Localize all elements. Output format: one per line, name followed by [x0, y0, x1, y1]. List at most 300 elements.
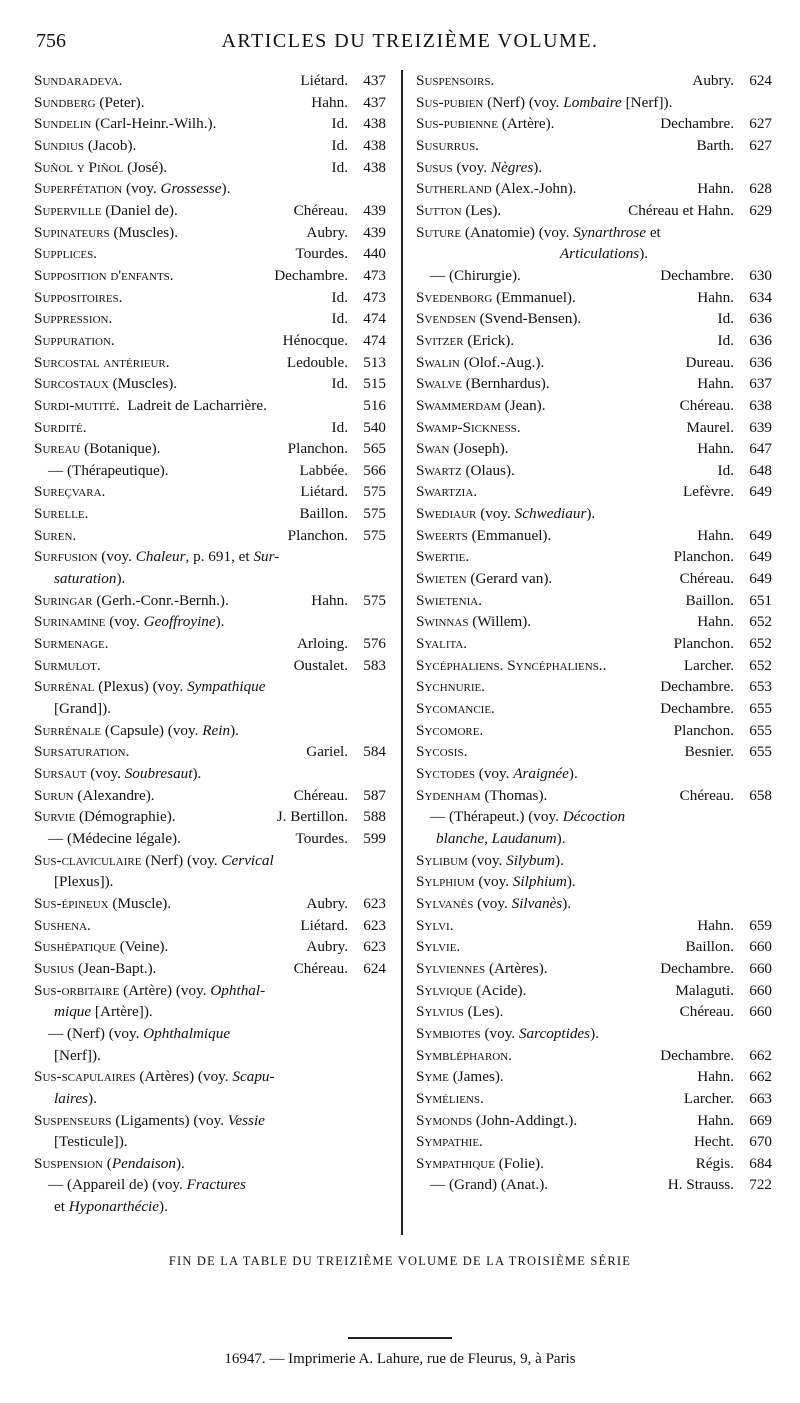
entry-author: Dechambre.: [660, 115, 734, 133]
index-entry: [416, 330, 772, 352]
entry-text: (voy.: [97, 548, 136, 566]
index-entry: [34, 611, 386, 633]
index-entry: [416, 698, 772, 720]
entry-headword: Surfusion: [34, 548, 98, 566]
index-entry: [34, 980, 386, 1002]
entry-page-number: 670: [749, 1133, 772, 1151]
entry-headword: Sus-pubienne: [416, 115, 498, 133]
index-entry: [34, 676, 386, 698]
entry-author: Chéreau.: [293, 959, 348, 977]
entry-author: Chéreau.: [679, 396, 734, 414]
entry-headword: Swediaur: [416, 505, 477, 523]
index-entry: [34, 1045, 386, 1067]
entry-page-number: 659: [749, 916, 772, 934]
index-entry: [416, 763, 772, 785]
entry-page-number: 474: [363, 310, 386, 328]
index-columns: [34, 70, 772, 1235]
entry-headword: Suspension: [34, 1154, 103, 1172]
entry-headword: Surelle.: [34, 505, 89, 523]
entry-page-number: 669: [749, 1111, 772, 1129]
entry-author: Ledouble.: [286, 353, 348, 371]
entry-text: (voy.: [476, 505, 515, 523]
entry-author: Liétard.: [300, 483, 348, 501]
entry-page-number: 636: [749, 331, 772, 349]
entry-author: Id.: [331, 310, 348, 328]
running-title: ARTICLES DU TREIZIÈME VOLUME.: [221, 30, 599, 52]
entry-text-tail: ).: [555, 851, 564, 869]
entry-text: (Veine).: [116, 938, 169, 956]
entry-author: Oustalet.: [293, 656, 348, 674]
entry-text: et: [54, 1198, 69, 1216]
entry-text-tail: ).: [215, 613, 225, 631]
entry-text: (Muscles).: [109, 223, 179, 241]
entry-headword: Swalve: [416, 375, 462, 393]
cross-reference: Araignée: [513, 765, 569, 782]
cross-reference: Articulations: [559, 245, 640, 263]
index-entry: [34, 546, 386, 568]
entry-text: (Muscles).: [108, 375, 178, 393]
entry-page-number: 684: [749, 1154, 772, 1172]
entry-headword: Sundberg: [34, 93, 96, 111]
index-entry: [416, 980, 772, 1002]
entry-author: Chéreau.: [679, 570, 734, 588]
index-entry: [34, 200, 386, 222]
index-entry: [34, 850, 386, 872]
entry-text-tail: ).: [192, 765, 202, 782]
index-entry: [416, 352, 772, 374]
entry-text: (Jean-Bapt.).: [74, 959, 157, 977]
index-entry: [416, 720, 772, 742]
entry-author: Baillon.: [685, 591, 734, 609]
entry-headword: Suppuration.: [34, 331, 115, 349]
cross-reference: Geoffroyine: [143, 613, 216, 631]
index-entry: [34, 265, 386, 287]
entry-headword: Sydenham: [416, 786, 481, 804]
index-entry: [34, 720, 386, 742]
entry-page-number: 437: [363, 93, 386, 111]
entry-author: Hahn.: [697, 526, 734, 544]
entry-text-tail: [Artère]).: [91, 1003, 153, 1021]
entry-text: (voy.: [467, 851, 507, 869]
entry-text: (Acide).: [472, 981, 527, 999]
entry-author: Id.: [717, 331, 734, 349]
cross-reference: Fractures: [186, 1176, 246, 1194]
entry-text: (Anatomie) (voy.: [461, 223, 574, 241]
entry-author: Aubry.: [306, 894, 348, 912]
index-entry: [34, 1023, 386, 1045]
entry-text: — (Grand) (Anat.).: [430, 1176, 549, 1194]
entry-page-number: 513: [363, 353, 386, 371]
entry-page-number: 638: [749, 396, 772, 414]
index-entry: [416, 70, 772, 92]
cross-reference: Silvanès: [511, 894, 563, 912]
cross-reference: Pendaison: [111, 1154, 176, 1172]
entry-page-number: 627: [749, 136, 772, 154]
cross-reference: Sarcoptides: [518, 1024, 591, 1042]
entry-author: Liétard.: [300, 72, 348, 89]
entry-author: Hahn.: [311, 591, 348, 609]
index-entry: [34, 763, 386, 785]
entry-author: Dechambre.: [660, 700, 734, 718]
entry-text-tail: ).: [159, 1198, 168, 1216]
entry-author: Dechambre.: [274, 266, 348, 284]
cross-reference: Chaleur: [135, 548, 186, 566]
entry-author: Id.: [717, 461, 734, 479]
entry-text: — (Thérapeut.) (voy.: [430, 808, 563, 826]
entry-headword: Susius: [34, 959, 75, 977]
index-entry: [416, 525, 772, 547]
entry-page-number: 629: [749, 201, 772, 219]
index-entry: [34, 157, 386, 179]
entry-text: (voy.: [474, 873, 513, 891]
entry-author: Hahn.: [697, 375, 734, 393]
entry-text: (José).: [123, 158, 168, 176]
printer-imprint: 16947. — Imprimerie A. Lahure, rue de Fleurus, 9, à Paris: [224, 1351, 576, 1367]
entry-text: (Gerard van).: [466, 570, 553, 588]
index-entry: [34, 373, 386, 395]
entry-text-tail: ).: [568, 765, 578, 782]
entry-text: (voy.: [473, 894, 512, 912]
index-entry: [34, 655, 386, 677]
index-entry: [416, 915, 772, 937]
entry-page-number: 662: [749, 1068, 772, 1086]
entry-page-number: 648: [749, 461, 772, 479]
entry-text: (Daniel de).: [101, 201, 178, 219]
entry-text: — (Chirurgie).: [430, 266, 521, 284]
entry-author: Larcher.: [683, 1089, 734, 1107]
entry-page-number: 588: [363, 808, 386, 826]
entry-text: (Artère).: [497, 115, 555, 133]
index-entry: [416, 958, 772, 980]
entry-page-number: 587: [363, 786, 386, 804]
index-entry: [416, 828, 772, 850]
entry-page-number: 438: [363, 158, 386, 176]
entry-page-number: 599: [363, 829, 386, 847]
entry-page-number: 660: [749, 981, 772, 999]
entry-headword: Sureçvara.: [34, 483, 106, 501]
entry-text: (Olaus).: [461, 461, 515, 479]
index-entry: [34, 1001, 386, 1023]
entry-text: (Alexandre).: [73, 786, 155, 804]
entry-headword: Surcostaux: [34, 375, 109, 393]
entry-headword: Syme: [416, 1068, 449, 1086]
index-entry: [34, 503, 386, 525]
index-entry: [34, 1131, 386, 1153]
entry-text: (Svend-Bensen).: [475, 310, 582, 328]
entry-text: Ladreit de Lacharrière.: [119, 396, 267, 414]
entry-text: (Emmanuel).: [492, 288, 576, 306]
entry-text: (Muscle).: [108, 894, 172, 912]
entry-page-number: 658: [749, 786, 772, 804]
index-entry: [34, 1153, 386, 1175]
entry-text: [Grand]).: [54, 700, 111, 718]
index-entry: [416, 1131, 772, 1153]
entry-page-number: 655: [749, 700, 772, 718]
column-divider: [401, 70, 403, 1235]
entry-page-number: 722: [749, 1176, 772, 1194]
entry-headword: Swamp-Sickness.: [416, 418, 521, 436]
entry-page-number: 575: [363, 526, 386, 544]
index-entry: [416, 633, 772, 655]
cross-reference: Sympathique: [187, 678, 266, 696]
index-entry: [34, 395, 386, 417]
index-entry: [416, 1174, 772, 1196]
index-entry: [416, 113, 772, 135]
entry-page-number: 651: [749, 591, 772, 609]
entry-headword: Svitzer: [416, 331, 464, 349]
entry-page-number: 660: [749, 1003, 772, 1021]
entry-text: (Nerf) (voy.: [141, 851, 222, 869]
entry-author: Maurel.: [686, 418, 734, 436]
entry-page-number: 649: [749, 483, 772, 501]
entry-author: Hahn.: [697, 288, 734, 306]
entry-author: Dechambre.: [660, 266, 734, 284]
entry-headword: Sutherland: [416, 180, 492, 198]
index-entry: [416, 1023, 772, 1045]
index-entry: [416, 655, 772, 677]
entry-author: Planchon.: [673, 548, 734, 566]
entry-page-number: 630: [749, 266, 772, 284]
entry-page-number: 438: [363, 115, 386, 133]
entry-text: (Willem).: [468, 613, 532, 631]
entry-headword: Suringar: [34, 591, 93, 609]
entry-headword: Suppositoires.: [34, 288, 123, 306]
entry-text: (Bernhardus).: [461, 375, 550, 393]
entry-page-number: 663: [749, 1089, 772, 1107]
entry-text: (Peter).: [95, 93, 145, 111]
cross-reference: Rein: [202, 721, 231, 739]
entry-text: (voy.: [480, 1024, 519, 1042]
entry-headword: Swartzia.: [416, 483, 478, 501]
entry-headword: Surun: [34, 786, 74, 804]
index-entry: [416, 222, 772, 244]
entry-text: (Artères) (voy.: [135, 1068, 233, 1086]
entry-page-number: 473: [363, 288, 386, 306]
index-entry: [416, 611, 772, 633]
entry-page-number: 624: [363, 959, 386, 977]
entry-page-number: 628: [749, 180, 772, 198]
entry-text: (Joseph).: [449, 440, 509, 458]
index-entry: [416, 1001, 772, 1023]
entry-page-number: 623: [363, 894, 386, 912]
entry-headword: Symonds: [416, 1111, 473, 1129]
cross-reference: blanche, Laudanum: [436, 829, 557, 847]
entry-text: (Les).: [461, 201, 502, 219]
index-entry: [416, 741, 772, 763]
entry-text-tail: ).: [88, 1089, 97, 1107]
entry-headword: Sychnurie.: [416, 678, 486, 696]
entry-author: Id.: [717, 310, 734, 328]
entry-headword: Sweerts: [416, 526, 468, 544]
page-header: [36, 30, 764, 60]
entry-headword: Sursaturation.: [34, 743, 130, 761]
index-entry: [416, 676, 772, 698]
index-entry: [34, 1196, 386, 1218]
entry-text-tail: ).: [533, 158, 543, 176]
entry-text: (Gerh.-Conr.-Bernh.).: [92, 591, 229, 609]
entry-text: (Les).: [463, 1003, 504, 1021]
entry-text: — (Médecine légale).: [48, 829, 181, 847]
entry-page-number: 655: [749, 743, 772, 761]
index-entry: [34, 135, 386, 157]
cross-reference: Silybum: [506, 851, 556, 869]
entry-author: Barth.: [696, 136, 734, 154]
entry-text-tail: ).: [566, 873, 576, 891]
entry-author: Hahn.: [311, 93, 348, 111]
entry-author: Baillon.: [685, 938, 734, 956]
cross-reference: Scapu-: [232, 1068, 275, 1086]
entry-headword: Swinnas: [416, 613, 469, 631]
index-entry: [34, 871, 386, 893]
entry-headword: Surmulot.: [34, 656, 101, 674]
cross-reference: mique: [54, 1003, 92, 1021]
index-entry: [416, 1066, 772, 1088]
index-entry: [34, 287, 386, 309]
entry-page-number: 637: [749, 375, 772, 393]
entry-author: Hahn.: [697, 440, 734, 458]
entry-text: (Emmanuel).: [467, 526, 552, 544]
index-entry: [34, 438, 386, 460]
entry-author: Larcher.: [683, 656, 734, 674]
entry-author: Liétard.: [300, 916, 348, 934]
entry-headword: Swietenia.: [416, 591, 482, 609]
entry-headword: Sus-orbitaire: [34, 981, 120, 999]
index-entry: [416, 893, 772, 915]
index-entry: [416, 178, 772, 200]
entry-author: Tourdes.: [295, 829, 348, 847]
entry-page-number: 653: [749, 678, 772, 696]
index-entry: [416, 568, 772, 590]
entry-headword: Susus: [416, 158, 453, 176]
page-number: 756: [36, 30, 66, 52]
entry-text: — (Appareil de) (voy.: [48, 1176, 187, 1194]
entry-page-number: 576: [363, 635, 386, 653]
index-entry: [416, 157, 772, 179]
entry-author: Labbée.: [299, 461, 348, 479]
entry-author: Lefèvre.: [682, 483, 734, 501]
index-entry: [416, 1045, 772, 1067]
entry-author: Chéreau.: [679, 786, 734, 804]
entry-text: (Artères).: [485, 959, 548, 977]
cross-reference: Ophthal-: [210, 981, 266, 999]
entry-page-number: 575: [363, 505, 386, 523]
entry-headword: Sylvius: [416, 1003, 464, 1021]
cross-reference: Sur-: [253, 548, 280, 566]
index-entry: [34, 958, 386, 980]
entry-author: Chéreau.: [293, 201, 348, 219]
index-entry: [416, 438, 772, 460]
entry-page-number: 655: [749, 721, 772, 739]
entry-page-number: 439: [363, 223, 386, 241]
entry-author: Id.: [331, 288, 348, 306]
entry-author: Hecht.: [693, 1133, 734, 1151]
entry-headword: Symbiotes: [416, 1024, 481, 1042]
entry-page-number: 439: [363, 201, 386, 219]
entry-author: Chéreau et Hahn.: [628, 201, 734, 219]
entry-headword: Sutton: [416, 201, 462, 219]
index-entry: [416, 481, 772, 503]
entry-text: (voy.: [86, 765, 125, 782]
entry-headword: Syméliens.: [416, 1089, 484, 1107]
entry-headword: Supplices.: [34, 245, 97, 263]
entry-text: (Folie).: [494, 1154, 544, 1172]
entry-text: (Ligaments) (voy.: [111, 1111, 228, 1129]
cross-reference: Nègres: [490, 158, 534, 176]
entry-author: Baillon.: [299, 505, 348, 523]
entry-text-tail: ).: [230, 721, 239, 739]
entry-text-tail: ).: [586, 505, 596, 523]
entry-author: Id.: [331, 136, 348, 154]
entry-headword: Sycéphaliens. Syncéphaliens..: [416, 656, 607, 674]
entry-headword: Swammerdam: [416, 396, 501, 414]
entry-text: (Olof.-Aug.).: [459, 353, 545, 371]
entry-author: Besnier.: [684, 743, 734, 761]
entry-headword: Swan: [416, 440, 450, 458]
entry-author: Tourdes.: [295, 245, 348, 263]
entry-author: Arloing.: [296, 635, 348, 653]
entry-page-number: 649: [749, 570, 772, 588]
entry-headword: Sympathique: [416, 1154, 495, 1172]
index-entry: [34, 698, 386, 720]
entry-author: Hahn.: [697, 1068, 734, 1086]
cross-reference: Schwediaur: [514, 505, 587, 523]
entry-page-number: 565: [363, 440, 386, 458]
entry-headword: Sundius: [34, 136, 85, 154]
index-entry: [34, 178, 386, 200]
entry-text: (Plexus) (voy.: [94, 678, 188, 696]
entry-author: Planchon.: [287, 526, 348, 544]
entry-headword: Swartz: [416, 461, 462, 479]
entry-headword: Svendsen: [416, 310, 476, 328]
entry-text: (voy.: [474, 765, 514, 782]
entry-page-number: 652: [749, 656, 772, 674]
entry-author: Aubry.: [692, 72, 734, 89]
index-entry: [34, 352, 386, 374]
entry-headword: Suren.: [34, 526, 77, 544]
index-entry: [416, 308, 772, 330]
cross-reference: Vessie: [227, 1111, 265, 1129]
index-entry: [416, 871, 772, 893]
index-entry: [416, 546, 772, 568]
entry-headword: Sundelin: [34, 115, 92, 133]
entry-headword: Sus-claviculaire: [34, 851, 142, 869]
entry-headword: Surdité.: [34, 418, 87, 436]
entry-headword: Sylibum: [416, 851, 468, 869]
index-entry: [34, 308, 386, 330]
entry-author: Dechambre.: [660, 959, 734, 977]
end-of-table-note: FIN DE LA TABLE DU TREIZIÈME VOLUME DE LA TROISIÈME SÉRIE: [168, 1254, 632, 1268]
entry-headword: Survie: [34, 808, 76, 826]
entry-text: [Plexus]).: [54, 873, 114, 891]
entry-headword: Sylvie.: [416, 938, 461, 956]
entry-page-number: 566: [363, 461, 386, 479]
entry-author: Hahn.: [697, 1111, 734, 1129]
index-entry: [34, 417, 386, 439]
index-entry: [34, 893, 386, 915]
entry-text-tail: ).: [639, 245, 649, 263]
index-entry: [416, 590, 772, 612]
entry-headword: Svedenborg: [416, 288, 493, 306]
entry-page-number: 662: [749, 1046, 772, 1064]
index-entry: [34, 92, 386, 114]
index-entry: [416, 850, 772, 872]
entry-headword: Sureau: [34, 440, 81, 458]
entry-text: (Jacob).: [84, 136, 137, 154]
entry-author: Planchon.: [287, 440, 348, 458]
entry-headword: Suspenseurs: [34, 1111, 112, 1129]
entry-text: (voy.: [105, 613, 144, 631]
entry-author: Planchon.: [673, 721, 734, 739]
